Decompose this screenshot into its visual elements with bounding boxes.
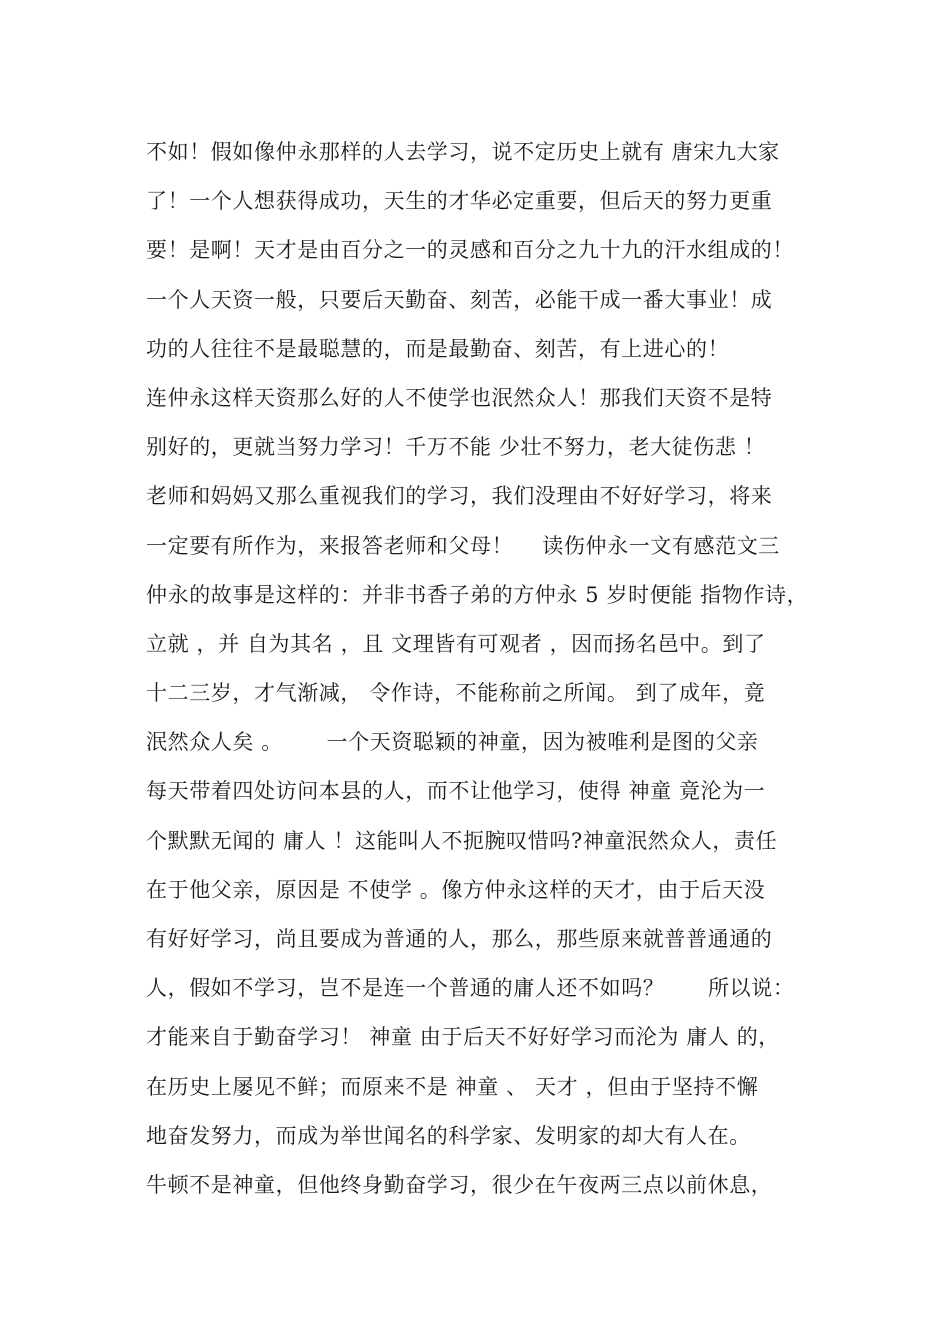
text-line: 人，假如不学习，岂不是连一个普通的庸人还不如吗？ 所以说： — [146, 976, 795, 1001]
text-line: 个默默无闻的 庸人 ！这能叫人不扼腕叹惜吗?神童泯然众人，责任 — [146, 828, 778, 853]
text-line: 立就 ，并 自为其名 ，且 文理皆有可观者 ，因而扬名邑中。到了 — [146, 631, 766, 656]
text-line: 老师和妈妈又那么重视我们的学习，我们没理由不好好学习，将来 — [146, 484, 773, 509]
text-line: 一定要有所作为，来报答老师和父母！ 读伤仲永一文有感范文三 — [146, 533, 780, 558]
text-line: 牛顿不是神童，但他终身勤奋学习，很少在午夜两三点以前休息， — [146, 1172, 773, 1197]
body-text — [146, 132, 846, 1214]
text-line: 仲永的故事是这样的：并非书香子弟的方仲永 5 岁时便能 指物作诗， — [146, 582, 809, 607]
text-line: 一个人天资一般，只要后天勤奋、刻苦，必能干成一番大事业！成 — [146, 287, 773, 312]
text-line: 不如！假如像仲永那样的人去学习，说不定历史上就有 唐宋九大家 — [146, 140, 780, 164]
text-line: 了！一个人想获得成功，天生的才华必定重要，但后天的努力更重 — [146, 189, 773, 214]
text-line: 每天带着四处访问本县的人，而不让他学习，使得 神童 竟沦为一 — [146, 779, 766, 804]
text-line: 在于他父亲，原因是 不使学 。像方仲永这样的天才，由于后天没 — [146, 877, 766, 902]
text-line: 才能来自于勤奋学习！ 神童 由于后天不好好学习而沦为 庸人 的， — [146, 1025, 780, 1050]
text-line: 有好好学习，尚且要成为普通的人，那么，那些原来就普普通通的 — [146, 927, 773, 951]
text-line: 功的人往往不是最聪慧的，而是最勤奋、刻苦，有上进心的！ — [146, 336, 730, 361]
text-line: 泯然众人矣 。 一个天资聪颖的神童，因为被唯利是图的父亲 — [146, 730, 759, 755]
text-line: 十二三岁，才气渐减， 令作诗，不能称前之所闻。 到了成年，竟 — [146, 681, 766, 706]
text-line: 连仲永这样天资那么好的人不使学也泯然众人！那我们天资不是特 — [146, 385, 773, 410]
text-line: 别好的，更就当努力学习！千万不能 少壮不努力，老大徒伤悲 ！ — [146, 435, 766, 460]
text-line: 在历史上屡见不鲜；而原来不是 神童 、 天才 ，但由于坚持不懈 — [146, 1074, 759, 1099]
text-line: 要！是啊！天才是由百分之一的灵感和百分之九十九的汗水组成的！ — [146, 238, 794, 263]
text-line: 地奋发努力，而成为举世闻名的科学家、发明家的却大有人在。 — [146, 1123, 751, 1148]
